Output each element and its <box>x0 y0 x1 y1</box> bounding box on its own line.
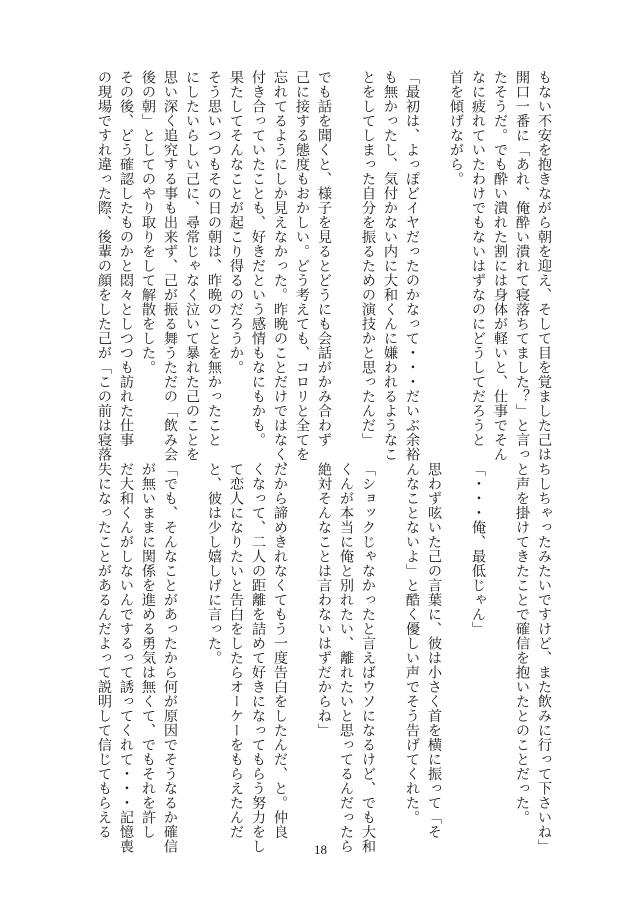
text-line: 忘れてるようにしか見えなかった。昨晩のことだけではなく、 <box>272 70 288 476</box>
dialogue-line: とをしてしまった自分を振るための演技かと思ったんだ」 <box>360 70 376 447</box>
text-line: 思わず呟いた己の言葉に、彼は小さく首を横に振って「そ <box>426 462 442 839</box>
text-line: ちしちゃったみたいですけど、また飲みに行って下さいね」 <box>536 462 552 854</box>
text-line: にしたいらしい己に、尋常じゃなく泣いて暴れた己のことを <box>184 70 200 462</box>
paragraph-gap <box>379 462 401 820</box>
paragraph-gap <box>445 462 467 820</box>
text-line: くなって、二人の距離を詰めて好きになってもらう努力をし <box>250 462 266 854</box>
text-line: 付き合っていたことも、好きだという感情もなにもかも。 <box>250 70 266 447</box>
text-line: 後の朝」としてのやり取りをして解散をした。 <box>140 70 156 375</box>
text-line: 思い深く追究する事も出来ず、己が振る舞うただの「飲み会 <box>162 70 178 462</box>
dialogue-line: 絶対そんなことは言わないはずだからね」 <box>316 462 332 738</box>
page-number: 18 <box>314 842 327 857</box>
text-line: その後、どう確認したものかと悶々としつつも訪れた仕事 <box>118 70 134 447</box>
dialogue-line: くんが本当に俺と別れたい、離れたいと思ってるんだったら <box>338 462 354 854</box>
text-line: の現場ですれ違った際、後輩の顔をした己が「この前は寝落 <box>96 70 112 462</box>
paragraph-gap <box>335 70 357 442</box>
dialogue-line: も無かったし、気付かない内に大和くんに嫌われるようなこ <box>382 70 398 462</box>
dialogue-line: 「最初は、よっぽどイヤだったのかなって・・・だいぶ余裕 <box>404 70 420 462</box>
text-line: そう思いつつもその日の朝は、昨晩のことを無かったこと <box>206 70 222 447</box>
text-line: なに疲れていたわけでもないはずなのにどうしてだろうと <box>470 70 486 447</box>
text-line: だから諦めきれなくてもう一度告白をしたんだ、と。仲良 <box>272 462 288 839</box>
text-line: たそうだ。でも酔い潰れた割には身体が軽いと、仕事でそん <box>492 70 508 462</box>
dialogue-line: 「ショックじゃなかったと言えばウソになるけど、でも大和 <box>360 462 376 854</box>
text-line: 果たしてそんなことが起こり得るのだろうか。 <box>228 70 244 375</box>
text-line: と、彼は少し嬉しげに言った。 <box>206 462 222 665</box>
paragraph-gap <box>181 462 203 820</box>
text-line: でも話を聞くと、様子を見るとどうにも会話がかみ合わず <box>316 70 332 447</box>
text-line: んなことないよ」と酷く優しい声でそう告げてくれた。 <box>404 462 420 825</box>
paragraph-gap <box>291 462 313 820</box>
paragraph-gap <box>489 462 511 820</box>
text-line: 首を傾げながら。 <box>448 70 464 186</box>
dialogue-line: だ大和くんがしないんでするって誘ってくれて・・・記憶喪 <box>118 462 134 854</box>
text-line: 開口一番に「あれ、俺酔い潰れて寝落ちてました？」と言っ <box>514 70 530 462</box>
text-line: て恋人になりたいと告白をしたらオーケーをもらえたんだ <box>228 462 244 839</box>
upper-text-block <box>96 70 555 476</box>
dialogue-line: 「でも、そんなことがあったから何が原因でそうなるか確信 <box>162 462 178 854</box>
dialogue-line: 失になったことがあるんだよって説明して信じてもらえる <box>96 462 112 839</box>
text-line: と声を掛けてきたことで確信を抱いたとのことだった。 <box>514 462 530 825</box>
dialogue-line: 「・・・俺、最低じゃん」 <box>470 462 486 636</box>
text-line: 己に接する態度もおかしい。どう考えても、コロリと全てを <box>294 70 310 462</box>
paragraph-gap <box>423 70 445 442</box>
text-line: もない不安を抱きながら朝を迎え、そして目を覚ました己は <box>536 70 552 462</box>
dialogue-line: が無いままに関係を進める勇気は無くて、でもそれを許し <box>140 462 156 839</box>
